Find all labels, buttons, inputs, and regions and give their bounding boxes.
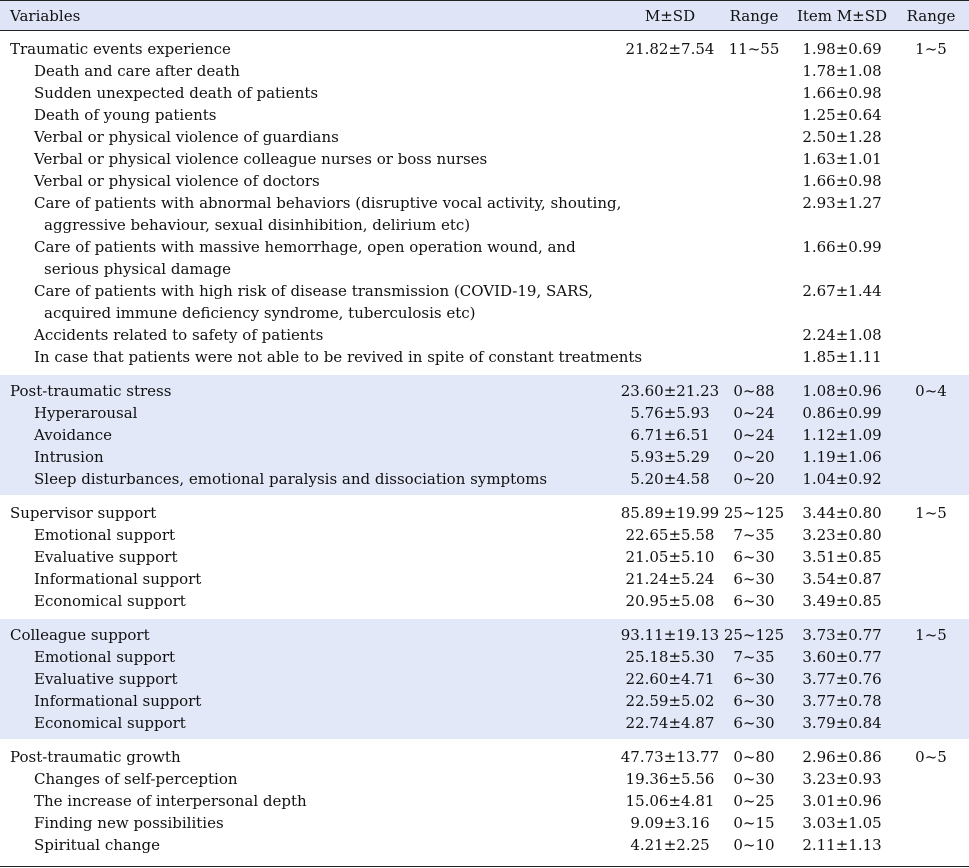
subvariable-line1: Emotional support (34, 526, 176, 544)
item-msd-value: 1.19±1.06 (802, 448, 882, 466)
range-value: 0~24 (733, 404, 775, 422)
table-row-sub (0, 568, 969, 590)
subvariable-line1: Informational support (34, 692, 202, 710)
variable-name: Post-traumatic stress (10, 382, 172, 400)
msd-value: 5.93±5.29 (630, 448, 710, 466)
msd-value: 9.09±3.16 (630, 814, 710, 832)
subvariable-line1: Care of patients with high risk of disease transmission (COVID-19, SARS, (34, 282, 593, 300)
subvariable-line1: The increase of interpersonal depth (34, 792, 307, 810)
subvariable-line1: Informational support (34, 570, 202, 588)
range-value: 6~30 (733, 692, 775, 710)
subvariable-name (34, 668, 178, 690)
msd-value: 21.82±7.54 (625, 40, 715, 58)
msd-value: 5.20±4.58 (630, 470, 710, 488)
header-item-msd: Item M±SD (796, 7, 888, 25)
range-value: 7~35 (733, 526, 775, 544)
item-msd-value: 3.23±0.93 (802, 770, 882, 788)
subvariable-line1: Care of patients with massive hemorrhage, open operation wound, and (34, 238, 576, 256)
msd-value: 15.06±4.81 (625, 792, 715, 810)
subvariable-line1: Spiritual change (34, 836, 160, 854)
range-value: 0~20 (733, 448, 775, 466)
subvariable-line1: Verbal or physical violence colleague nurses or boss nurses (34, 150, 488, 168)
table-row-sub (0, 280, 969, 324)
table-row-sub (0, 768, 969, 790)
item-msd-value: 1.08±0.96 (802, 382, 882, 400)
item-msd-value: 3.23±0.80 (802, 526, 882, 544)
subvariable-name (34, 712, 186, 734)
range-value: 0~15 (733, 814, 775, 832)
item-msd-value: 3.73±0.77 (802, 626, 882, 644)
subvariable-line1: Sleep disturbances, emotional paralysis and dissociation symptoms (34, 470, 548, 488)
header-msd: M±SD (644, 7, 696, 25)
subvariable-name (34, 324, 323, 346)
msd-value: 93.11±19.13 (620, 626, 720, 644)
subvariable-name (34, 170, 320, 192)
bottom-rule (0, 866, 969, 867)
subvariable-name (34, 524, 175, 546)
item-msd-value: 1.25±0.64 (802, 106, 882, 124)
table-row-sub (0, 170, 969, 192)
item-range-value: 1~5 (915, 626, 947, 644)
item-range-value: 1~5 (915, 40, 947, 58)
msd-value: 23.60±21.23 (620, 382, 720, 400)
subvariable-line2: acquired immune deficiency syndrome, tuberculosis etc) (44, 304, 476, 322)
subvariable-name (34, 790, 307, 812)
table-row-sub (0, 834, 969, 856)
item-msd-value: 3.49±0.85 (802, 592, 882, 610)
range-value: 0~30 (733, 770, 775, 788)
table-row-sub (0, 790, 969, 812)
subvariable-name (34, 546, 178, 568)
subvariable-name (34, 424, 112, 446)
table-row-sub (0, 446, 969, 468)
range-value: 0~88 (733, 382, 775, 400)
range-value: 6~30 (733, 570, 775, 588)
subvariable-line1: Hyperarousal (34, 404, 138, 422)
subvariable-name (34, 148, 487, 170)
table-row-sub (0, 402, 969, 424)
table-row-main (0, 38, 969, 60)
range-value: 25~125 (723, 626, 785, 644)
item-msd-value: 1.98±0.69 (802, 40, 882, 58)
table-row-main (0, 746, 969, 768)
table-row-sub (0, 590, 969, 612)
subvariable-name (34, 402, 137, 424)
range-value: 0~25 (733, 792, 775, 810)
table-row-sub (0, 148, 969, 170)
subvariable-name (34, 568, 201, 590)
msd-value: 22.60±4.71 (625, 670, 715, 688)
item-msd-value: 2.50±1.28 (802, 128, 882, 146)
table-row-sub (0, 192, 969, 236)
table-header (0, 0, 969, 31)
msd-value: 21.24±5.24 (625, 570, 715, 588)
table-row-sub (0, 82, 969, 104)
msd-value: 6.71±6.51 (630, 426, 710, 444)
item-msd-value: 2.24±1.08 (802, 326, 882, 344)
subvariable-name (34, 104, 216, 126)
header-variables: Variables (10, 7, 81, 25)
table-row-main (0, 502, 969, 524)
msd-value: 21.05±5.10 (625, 548, 715, 566)
item-msd-value: 3.03±1.05 (802, 814, 882, 832)
subvariable-line1: Changes of self-perception (34, 770, 238, 788)
subvariable-name (34, 768, 238, 790)
item-msd-value: 2.93±1.27 (802, 194, 882, 212)
subvariable-line1: Economical support (34, 592, 186, 610)
variable-name: Colleague support (10, 626, 150, 644)
item-msd-value: 1.85±1.11 (802, 348, 882, 366)
variable-name: Supervisor support (10, 504, 157, 522)
item-range-value: 1~5 (915, 504, 947, 522)
item-msd-value: 1.66±0.98 (802, 84, 882, 102)
range-value: 0~24 (733, 426, 775, 444)
table-row-sub (0, 812, 969, 834)
variable-name: Traumatic events experience (10, 40, 231, 58)
subvariable-line1: Sudden unexpected death of patients (34, 84, 319, 102)
item-msd-value: 3.44±0.80 (802, 504, 882, 522)
table-row-sub (0, 668, 969, 690)
table-row-main (0, 380, 969, 402)
item-msd-value: 3.77±0.76 (802, 670, 882, 688)
subvariable-line1: Accidents related to safety of patients (34, 326, 324, 344)
subvariable-line1: Death of young patients (34, 106, 217, 124)
table-row-sub (0, 236, 969, 280)
table-row-sub (0, 104, 969, 126)
header-range: Range (729, 7, 779, 25)
subvariable-name (34, 646, 175, 668)
table-row-sub (0, 346, 969, 368)
subvariable-name (34, 812, 224, 834)
subvariable-name (34, 590, 186, 612)
table-row-sub (0, 712, 969, 734)
subvariable-name (34, 126, 339, 148)
range-value: 6~30 (733, 670, 775, 688)
table-row-sub (0, 324, 969, 346)
subvariable-line1: Finding new possibilities (34, 814, 224, 832)
msd-value: 19.36±5.56 (625, 770, 715, 788)
table-row-sub (0, 126, 969, 148)
range-value: 6~30 (733, 592, 775, 610)
subvariable-line1: Evaluative support (34, 670, 178, 688)
item-msd-value: 1.66±0.98 (802, 172, 882, 190)
item-msd-value: 3.79±0.84 (802, 714, 882, 732)
subvariable-line1: Evaluative support (34, 548, 178, 566)
header-item-range: Range (906, 7, 956, 25)
item-msd-value: 0.86±0.99 (802, 404, 882, 422)
msd-value: 20.95±5.08 (625, 592, 715, 610)
item-msd-value: 2.11±1.13 (802, 836, 882, 854)
table-row-sub (0, 546, 969, 568)
item-msd-value: 3.01±0.96 (802, 792, 882, 810)
subvariable-line1: Verbal or physical violence of doctors (34, 172, 320, 190)
item-msd-value: 3.77±0.78 (802, 692, 882, 710)
table-row-sub (0, 468, 969, 490)
msd-value: 85.89±19.99 (620, 504, 720, 522)
item-msd-value: 1.04±0.92 (802, 470, 882, 488)
table-row-sub (0, 424, 969, 446)
subvariable-line1: Intrusion (34, 448, 104, 466)
range-value: 25~125 (723, 504, 785, 522)
subvariable-name (34, 60, 240, 82)
subvariable-line1: Economical support (34, 714, 186, 732)
range-value: 11~55 (728, 40, 780, 58)
msd-value: 4.21±2.25 (630, 836, 710, 854)
subvariable-name (34, 346, 642, 368)
subvariable-line1: Care of patients with abnormal behaviors (disruptive vocal activity, shouting, (34, 194, 622, 212)
subvariable-name (34, 192, 634, 236)
table-row-sub (0, 524, 969, 546)
range-value: 6~30 (733, 714, 775, 732)
msd-value: 22.65±5.58 (625, 526, 715, 544)
variable-name: Post-traumatic growth (10, 748, 181, 766)
subvariable-name (34, 446, 104, 468)
subvariable-name (34, 468, 547, 490)
table-row-sub (0, 690, 969, 712)
item-range-value: 0~5 (915, 748, 947, 766)
subvariable-line1: Avoidance (34, 426, 113, 444)
item-msd-value: 1.78±1.08 (802, 62, 882, 80)
subvariable-name (34, 82, 318, 104)
item-range-value: 0~4 (915, 382, 947, 400)
subvariable-line2: aggressive behaviour, sexual disinhibition, delirium etc) (44, 216, 471, 234)
item-msd-value: 1.12±1.09 (802, 426, 882, 444)
table-row-sub (0, 646, 969, 668)
subvariable-name (34, 834, 160, 856)
item-msd-value: 2.67±1.44 (802, 282, 882, 300)
subvariable-name (34, 690, 201, 712)
subvariable-line2: serious physical damage (44, 260, 232, 278)
subvariable-line1: Emotional support (34, 648, 176, 666)
msd-value: 22.59±5.02 (625, 692, 715, 710)
msd-value: 25.18±5.30 (625, 648, 715, 666)
msd-value: 47.73±13.77 (620, 748, 720, 766)
subvariable-name (34, 280, 634, 324)
table-row-sub (0, 60, 969, 82)
item-msd-value: 2.96±0.86 (802, 748, 882, 766)
subvariable-name (34, 236, 634, 280)
subvariable-line1: In case that patients were not able to be revived in spite of constant treatments (34, 348, 643, 366)
subvariable-line1: Verbal or physical violence of guardians (34, 128, 339, 146)
range-value: 7~35 (733, 648, 775, 666)
item-msd-value: 3.54±0.87 (802, 570, 882, 588)
item-msd-value: 1.63±1.01 (802, 150, 882, 168)
table-row-main (0, 624, 969, 646)
msd-value: 5.76±5.93 (630, 404, 710, 422)
item-msd-value: 3.51±0.85 (802, 548, 882, 566)
item-msd-value: 1.66±0.99 (802, 238, 882, 256)
range-value: 0~80 (733, 748, 775, 766)
item-msd-value: 3.60±0.77 (802, 648, 882, 666)
range-value: 0~20 (733, 470, 775, 488)
range-value: 6~30 (733, 548, 775, 566)
range-value: 0~10 (733, 836, 775, 854)
msd-value: 22.74±4.87 (625, 714, 715, 732)
subvariable-line1: Death and care after death (34, 62, 240, 80)
